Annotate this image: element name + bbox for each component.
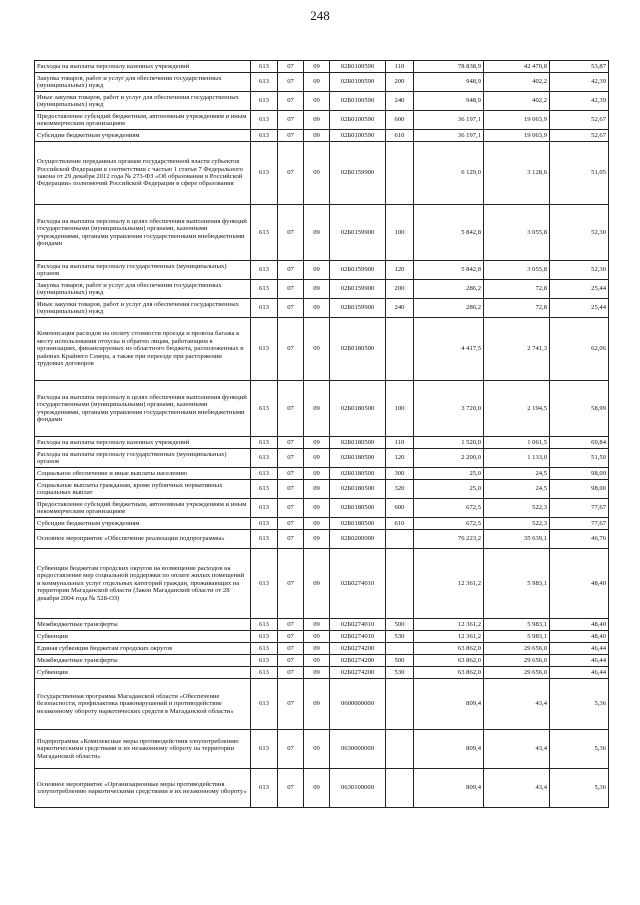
table-row bbox=[35, 619, 609, 631]
table-row bbox=[35, 769, 609, 808]
budget-table-body bbox=[35, 61, 609, 808]
row-section: 07 bbox=[278, 381, 304, 437]
row-name: Субвенции бюджетам городских округов на возмещение расходов на предоставление мер социальной поддержки по оплате жилых помещений и коммунальных услуг отдельных категорий граждан, проживающих на территории Магаданской области (Закон Магаданской области от 28 декабря 2004 года № 528-ОЗ) bbox=[35, 549, 251, 619]
row-approved-amount: 63 862,0 bbox=[414, 655, 484, 667]
row-subsection: 09 bbox=[304, 631, 330, 643]
row-execution-percent: 52,30 bbox=[550, 205, 609, 261]
page-number: 248 bbox=[310, 8, 330, 23]
row-section: 07 bbox=[278, 299, 304, 318]
table-row bbox=[35, 679, 609, 730]
row-section: 07 bbox=[278, 130, 304, 142]
row-ministry-code: 613 bbox=[251, 261, 278, 280]
row-execution-percent: 5,36 bbox=[550, 730, 609, 769]
row-target-article: 02Б0180500 bbox=[330, 518, 386, 530]
row-expense-type bbox=[386, 643, 414, 655]
row-section: 07 bbox=[278, 730, 304, 769]
row-expense-type bbox=[386, 679, 414, 730]
row-executed-amount: 19 063,9 bbox=[484, 111, 550, 130]
row-execution-percent: 58,99 bbox=[550, 381, 609, 437]
row-name: Предоставление субсидий бюджетным, автономным учреждениям и иным некоммерческим организациям bbox=[35, 499, 251, 518]
row-section: 07 bbox=[278, 142, 304, 205]
table-row bbox=[35, 261, 609, 280]
row-ministry-code: 613 bbox=[251, 480, 278, 499]
row-expense-type: 300 bbox=[386, 468, 414, 480]
row-ministry-code: 613 bbox=[251, 679, 278, 730]
row-ministry-code: 613 bbox=[251, 111, 278, 130]
row-expense-type: 240 bbox=[386, 92, 414, 111]
row-approved-amount: 25,0 bbox=[414, 480, 484, 499]
row-ministry-code: 613 bbox=[251, 631, 278, 643]
row-section: 07 bbox=[278, 73, 304, 92]
row-approved-amount: 286,2 bbox=[414, 280, 484, 299]
row-executed-amount: 3 055,8 bbox=[484, 261, 550, 280]
row-approved-amount: 63 862,0 bbox=[414, 667, 484, 679]
row-approved-amount: 809,4 bbox=[414, 769, 484, 808]
row-executed-amount: 1 133,0 bbox=[484, 449, 550, 468]
row-target-article: 02Б0180500 bbox=[330, 499, 386, 518]
row-section: 07 bbox=[278, 667, 304, 679]
table-row bbox=[35, 518, 609, 530]
row-execution-percent: 51,50 bbox=[550, 449, 609, 468]
row-expense-type bbox=[386, 549, 414, 619]
row-section: 07 bbox=[278, 631, 304, 643]
row-expense-type: 120 bbox=[386, 261, 414, 280]
row-ministry-code: 613 bbox=[251, 530, 278, 549]
row-subsection: 09 bbox=[304, 499, 330, 518]
row-executed-amount: 402,2 bbox=[484, 73, 550, 92]
row-target-article: 02Б0274010 bbox=[330, 549, 386, 619]
row-executed-amount: 43,4 bbox=[484, 679, 550, 730]
table-row bbox=[35, 667, 609, 679]
row-ministry-code: 613 bbox=[251, 92, 278, 111]
row-executed-amount: 3 128,6 bbox=[484, 142, 550, 205]
table-row bbox=[35, 92, 609, 111]
row-section: 07 bbox=[278, 261, 304, 280]
row-subsection: 09 bbox=[304, 299, 330, 318]
row-name: Расходы на выплаты персоналу в целях обеспечения выполнения функций государственными (муниципальными) органами, казенными учреждениями, органами управления государственными внебюджетными фондами bbox=[35, 381, 251, 437]
row-expense-type: 120 bbox=[386, 449, 414, 468]
row-name: Иные закупки товаров, работ и услуг для обеспечения государственных (муниципальных) нужд bbox=[35, 299, 251, 318]
row-execution-percent: 25,44 bbox=[550, 280, 609, 299]
row-execution-percent: 48,40 bbox=[550, 549, 609, 619]
row-ministry-code: 613 bbox=[251, 449, 278, 468]
row-name: Субвенции bbox=[35, 667, 251, 679]
row-approved-amount: 4 417,5 bbox=[414, 318, 484, 381]
row-section: 07 bbox=[278, 480, 304, 499]
row-ministry-code: 613 bbox=[251, 769, 278, 808]
row-subsection: 09 bbox=[304, 449, 330, 468]
row-execution-percent: 53,87 bbox=[550, 61, 609, 73]
row-executed-amount: 72,8 bbox=[484, 299, 550, 318]
row-name: Расходы на выплаты персоналу в целях обеспечения выполнения функций государственными (муниципальными) органами, казенными учреждениями, органами управления государственными внебюджетными фондами bbox=[35, 205, 251, 261]
table-row bbox=[35, 205, 609, 261]
row-expense-type: 200 bbox=[386, 280, 414, 299]
row-ministry-code: 613 bbox=[251, 667, 278, 679]
row-section: 07 bbox=[278, 92, 304, 111]
row-target-article: 02Б0180500 bbox=[330, 318, 386, 381]
row-section: 07 bbox=[278, 655, 304, 667]
row-approved-amount: 3 720,0 bbox=[414, 381, 484, 437]
row-execution-percent: 5,36 bbox=[550, 769, 609, 808]
row-expense-type: 530 bbox=[386, 631, 414, 643]
row-executed-amount: 3 055,8 bbox=[484, 205, 550, 261]
row-subsection: 09 bbox=[304, 280, 330, 299]
row-target-article: 02Б0159900 bbox=[330, 142, 386, 205]
row-section: 07 bbox=[278, 769, 304, 808]
row-execution-percent: 48,40 bbox=[550, 631, 609, 643]
row-execution-percent: 77,67 bbox=[550, 518, 609, 530]
row-executed-amount: 2 194,5 bbox=[484, 381, 550, 437]
row-executed-amount: 522,3 bbox=[484, 518, 550, 530]
row-name: Социальные выплаты гражданам, кроме публичных нормативных социальных выплат bbox=[35, 480, 251, 499]
row-name: Субсидии бюджетным учреждениям bbox=[35, 518, 251, 530]
row-expense-type: 500 bbox=[386, 655, 414, 667]
row-approved-amount: 948,9 bbox=[414, 73, 484, 92]
row-subsection: 09 bbox=[304, 619, 330, 631]
row-executed-amount: 29 656,0 bbox=[484, 643, 550, 655]
row-ministry-code: 613 bbox=[251, 730, 278, 769]
row-subsection: 09 bbox=[304, 730, 330, 769]
table-row bbox=[35, 480, 609, 499]
row-execution-percent: 52,67 bbox=[550, 111, 609, 130]
row-expense-type bbox=[386, 769, 414, 808]
row-ministry-code: 613 bbox=[251, 142, 278, 205]
row-name: Осуществление переданных органам государственной власти субъектов Российской Федерации в соответствии с частью 1 статьи 7 Федерального закона от 29 декабря 2012 года № 273-ФЗ «Об образовании в Российской Федерации» полномочий Российской Федерации в сфере образования bbox=[35, 142, 251, 205]
table-row bbox=[35, 111, 609, 130]
row-approved-amount: 12 361,2 bbox=[414, 549, 484, 619]
row-target-article: 0600000000 bbox=[330, 679, 386, 730]
row-expense-type: 110 bbox=[386, 61, 414, 73]
row-expense-type: 110 bbox=[386, 437, 414, 449]
row-expense-type: 240 bbox=[386, 299, 414, 318]
table-row bbox=[35, 381, 609, 437]
row-target-article: 02Б0100590 bbox=[330, 130, 386, 142]
row-subsection: 09 bbox=[304, 679, 330, 730]
row-approved-amount: 286,2 bbox=[414, 299, 484, 318]
row-expense-type: 600 bbox=[386, 499, 414, 518]
row-execution-percent: 51,05 bbox=[550, 142, 609, 205]
row-approved-amount: 672,5 bbox=[414, 518, 484, 530]
row-target-article: 02Б0159900 bbox=[330, 261, 386, 280]
row-approved-amount: 5 842,8 bbox=[414, 261, 484, 280]
row-approved-amount: 809,4 bbox=[414, 730, 484, 769]
row-ministry-code: 613 bbox=[251, 643, 278, 655]
row-name: Единая субвенция бюджетам городских округов bbox=[35, 643, 251, 655]
row-execution-percent: 98,00 bbox=[550, 468, 609, 480]
row-target-article: 0630000000 bbox=[330, 730, 386, 769]
row-ministry-code: 613 bbox=[251, 61, 278, 73]
row-execution-percent: 77,67 bbox=[550, 499, 609, 518]
row-target-article: 02Б0159900 bbox=[330, 280, 386, 299]
table-row bbox=[35, 549, 609, 619]
row-executed-amount: 5 983,1 bbox=[484, 549, 550, 619]
row-target-article: 02Б0274010 bbox=[330, 619, 386, 631]
row-subsection: 09 bbox=[304, 480, 330, 499]
row-executed-amount: 43,4 bbox=[484, 730, 550, 769]
budget-table bbox=[34, 60, 609, 808]
row-executed-amount: 24,5 bbox=[484, 468, 550, 480]
row-target-article: 02Б0180500 bbox=[330, 381, 386, 437]
row-target-article: 02Б0100590 bbox=[330, 61, 386, 73]
row-approved-amount: 12 361,2 bbox=[414, 631, 484, 643]
row-subsection: 09 bbox=[304, 92, 330, 111]
row-target-article: 02Б0100590 bbox=[330, 73, 386, 92]
row-name: Межбюджетные трансферты bbox=[35, 655, 251, 667]
table-row bbox=[35, 280, 609, 299]
row-executed-amount: 19 063,9 bbox=[484, 130, 550, 142]
row-ministry-code: 613 bbox=[251, 130, 278, 142]
row-section: 07 bbox=[278, 518, 304, 530]
row-executed-amount: 29 656,0 bbox=[484, 655, 550, 667]
table-row bbox=[35, 655, 609, 667]
row-ministry-code: 613 bbox=[251, 280, 278, 299]
row-approved-amount: 76 223,2 bbox=[414, 530, 484, 549]
row-approved-amount: 25,0 bbox=[414, 468, 484, 480]
row-subsection: 09 bbox=[304, 667, 330, 679]
row-name: Основное мероприятие «Организационные меры противодействия злоупотреблению наркотическими средствами и их незаконному обороту» bbox=[35, 769, 251, 808]
row-name: Расходы на выплаты персоналу государственных (муниципальных) органов bbox=[35, 449, 251, 468]
table-row bbox=[35, 142, 609, 205]
table-row bbox=[35, 468, 609, 480]
row-approved-amount: 36 197,1 bbox=[414, 111, 484, 130]
row-execution-percent: 48,40 bbox=[550, 619, 609, 631]
row-executed-amount: 2 741,3 bbox=[484, 318, 550, 381]
table-row bbox=[35, 299, 609, 318]
row-ministry-code: 613 bbox=[251, 299, 278, 318]
table-row bbox=[35, 437, 609, 449]
row-expense-type bbox=[386, 730, 414, 769]
row-execution-percent: 62,06 bbox=[550, 318, 609, 381]
row-target-article: 02Б0100590 bbox=[330, 92, 386, 111]
row-name: Социальное обеспечение и иные выплаты населению bbox=[35, 468, 251, 480]
row-ministry-code: 613 bbox=[251, 381, 278, 437]
row-name: Иные закупки товаров, работ и услуг для обеспечения государственных (муниципальных) нужд bbox=[35, 92, 251, 111]
row-subsection: 09 bbox=[304, 142, 330, 205]
row-executed-amount: 72,8 bbox=[484, 280, 550, 299]
row-section: 07 bbox=[278, 619, 304, 631]
row-name: Межбюджетные трансферты bbox=[35, 619, 251, 631]
row-subsection: 09 bbox=[304, 549, 330, 619]
row-subsection: 09 bbox=[304, 205, 330, 261]
row-ministry-code: 613 bbox=[251, 437, 278, 449]
row-name: Подпрограмма «Комплексные меры противодействия злоупотреблению наркотическими средствами и их незаконному обороту на территории Магаданской области» bbox=[35, 730, 251, 769]
row-execution-percent: 5,36 bbox=[550, 679, 609, 730]
row-approved-amount: 948,9 bbox=[414, 92, 484, 111]
row-approved-amount: 1 520,0 bbox=[414, 437, 484, 449]
row-name: Основное мероприятие «Обеспечение реализации подпрограммы» bbox=[35, 530, 251, 549]
table-row bbox=[35, 61, 609, 73]
row-execution-percent: 52,30 bbox=[550, 261, 609, 280]
row-execution-percent: 52,67 bbox=[550, 130, 609, 142]
row-ministry-code: 613 bbox=[251, 499, 278, 518]
row-name: Расходы на выплаты персоналу казенных учреждений bbox=[35, 61, 251, 73]
row-target-article: 0630100000 bbox=[330, 769, 386, 808]
row-expense-type: 100 bbox=[386, 381, 414, 437]
row-subsection: 09 bbox=[304, 769, 330, 808]
row-expense-type: 610 bbox=[386, 518, 414, 530]
table-row bbox=[35, 318, 609, 381]
row-section: 07 bbox=[278, 318, 304, 381]
row-execution-percent: 42,39 bbox=[550, 73, 609, 92]
row-section: 07 bbox=[278, 437, 304, 449]
row-target-article: 02Б0159900 bbox=[330, 299, 386, 318]
row-section: 07 bbox=[278, 679, 304, 730]
row-name: Предоставление субсидий бюджетным, автономным учреждениям и иным некоммерческим организациям bbox=[35, 111, 251, 130]
table-row bbox=[35, 130, 609, 142]
row-section: 07 bbox=[278, 468, 304, 480]
row-executed-amount: 1 061,5 bbox=[484, 437, 550, 449]
row-section: 07 bbox=[278, 449, 304, 468]
row-target-article: 02Б0274200 bbox=[330, 655, 386, 667]
table-row bbox=[35, 643, 609, 655]
row-execution-percent: 69,84 bbox=[550, 437, 609, 449]
table-row bbox=[35, 499, 609, 518]
row-ministry-code: 613 bbox=[251, 205, 278, 261]
row-section: 07 bbox=[278, 643, 304, 655]
row-expense-type: 320 bbox=[386, 480, 414, 499]
row-expense-type: 200 bbox=[386, 73, 414, 92]
row-subsection: 09 bbox=[304, 61, 330, 73]
row-expense-type: 600 bbox=[386, 111, 414, 130]
row-target-article: 02Б0159900 bbox=[330, 205, 386, 261]
row-execution-percent: 25,44 bbox=[550, 299, 609, 318]
row-approved-amount: 36 197,1 bbox=[414, 130, 484, 142]
row-approved-amount: 12 361,2 bbox=[414, 619, 484, 631]
row-execution-percent: 46,76 bbox=[550, 530, 609, 549]
row-approved-amount: 78 838,9 bbox=[414, 61, 484, 73]
row-subsection: 09 bbox=[304, 111, 330, 130]
row-expense-type bbox=[386, 318, 414, 381]
row-approved-amount: 63 862,0 bbox=[414, 643, 484, 655]
row-ministry-code: 613 bbox=[251, 619, 278, 631]
row-approved-amount: 809,4 bbox=[414, 679, 484, 730]
row-name: Компенсация расходов на оплату стоимости проезда и провоза багажа к месту использования отпуска и обратно лицам, работающим в организациях, финансируемых из областного бюджета, расположенных в районах Крайнего Севера, а также при переезде при расторжении трудовых договоров bbox=[35, 318, 251, 381]
row-name: Закупка товаров, работ и услуг для обеспечения государственных (муниципальных) нужд bbox=[35, 73, 251, 92]
row-subsection: 09 bbox=[304, 518, 330, 530]
row-subsection: 09 bbox=[304, 318, 330, 381]
row-section: 07 bbox=[278, 549, 304, 619]
row-subsection: 09 bbox=[304, 655, 330, 667]
row-subsection: 09 bbox=[304, 130, 330, 142]
row-executed-amount: 5 983,1 bbox=[484, 619, 550, 631]
row-approved-amount: 2 200,0 bbox=[414, 449, 484, 468]
row-section: 07 bbox=[278, 61, 304, 73]
row-target-article: 02Б0100590 bbox=[330, 111, 386, 130]
row-executed-amount: 42 470,8 bbox=[484, 61, 550, 73]
row-executed-amount: 402,2 bbox=[484, 92, 550, 111]
row-subsection: 09 bbox=[304, 381, 330, 437]
row-execution-percent: 46,44 bbox=[550, 667, 609, 679]
row-expense-type: 530 bbox=[386, 667, 414, 679]
row-execution-percent: 42,39 bbox=[550, 92, 609, 111]
row-subsection: 09 bbox=[304, 643, 330, 655]
row-target-article: 02Б0274200 bbox=[330, 667, 386, 679]
row-section: 07 bbox=[278, 499, 304, 518]
row-approved-amount: 6 129,0 bbox=[414, 142, 484, 205]
row-executed-amount: 5 983,1 bbox=[484, 631, 550, 643]
row-expense-type bbox=[386, 530, 414, 549]
row-ministry-code: 613 bbox=[251, 73, 278, 92]
row-section: 07 bbox=[278, 205, 304, 261]
row-name: Закупка товаров, работ и услуг для обеспечения государственных (муниципальных) нужд bbox=[35, 280, 251, 299]
row-section: 07 bbox=[278, 530, 304, 549]
row-target-article: 02Б0180500 bbox=[330, 480, 386, 499]
row-expense-type: 610 bbox=[386, 130, 414, 142]
row-approved-amount: 5 842,8 bbox=[414, 205, 484, 261]
row-approved-amount: 672,5 bbox=[414, 499, 484, 518]
row-target-article: 02Б0180500 bbox=[330, 437, 386, 449]
row-subsection: 09 bbox=[304, 437, 330, 449]
row-name: Субвенции bbox=[35, 631, 251, 643]
row-expense-type: 500 bbox=[386, 619, 414, 631]
row-target-article: 02Б0274010 bbox=[330, 631, 386, 643]
table-row bbox=[35, 530, 609, 549]
row-target-article: 02Б0180500 bbox=[330, 449, 386, 468]
row-subsection: 09 bbox=[304, 530, 330, 549]
row-ministry-code: 613 bbox=[251, 468, 278, 480]
table-row bbox=[35, 730, 609, 769]
row-target-article: 02Б0274200 bbox=[330, 643, 386, 655]
row-executed-amount: 29 656,0 bbox=[484, 667, 550, 679]
table-row bbox=[35, 449, 609, 468]
row-subsection: 09 bbox=[304, 468, 330, 480]
row-ministry-code: 613 bbox=[251, 518, 278, 530]
row-name: Расходы на выплаты персоналу государственных (муниципальных) органов bbox=[35, 261, 251, 280]
row-ministry-code: 613 bbox=[251, 318, 278, 381]
row-target-article: 02Б0200000 bbox=[330, 530, 386, 549]
row-ministry-code: 613 bbox=[251, 549, 278, 619]
row-execution-percent: 46,44 bbox=[550, 643, 609, 655]
row-executed-amount: 24,5 bbox=[484, 480, 550, 499]
table-row bbox=[35, 631, 609, 643]
row-section: 07 bbox=[278, 280, 304, 299]
row-name: Государственная программа Магаданской области «Обеспечение безопасности, профилактика правонарушений и противодействие незаконному обороту наркотических средств в Магаданской области» bbox=[35, 679, 251, 730]
table-row bbox=[35, 73, 609, 92]
row-section: 07 bbox=[278, 111, 304, 130]
row-ministry-code: 613 bbox=[251, 655, 278, 667]
row-target-article: 02Б0180500 bbox=[330, 468, 386, 480]
row-expense-type bbox=[386, 142, 414, 205]
row-executed-amount: 522,3 bbox=[484, 499, 550, 518]
row-expense-type: 100 bbox=[386, 205, 414, 261]
row-name: Субсидии бюджетным учреждениям bbox=[35, 130, 251, 142]
row-executed-amount: 35 639,1 bbox=[484, 530, 550, 549]
row-executed-amount: 43,4 bbox=[484, 769, 550, 808]
row-name: Расходы на выплаты персоналу казенных учреждений bbox=[35, 437, 251, 449]
row-execution-percent: 46,44 bbox=[550, 655, 609, 667]
row-execution-percent: 98,00 bbox=[550, 480, 609, 499]
row-subsection: 09 bbox=[304, 73, 330, 92]
row-subsection: 09 bbox=[304, 261, 330, 280]
